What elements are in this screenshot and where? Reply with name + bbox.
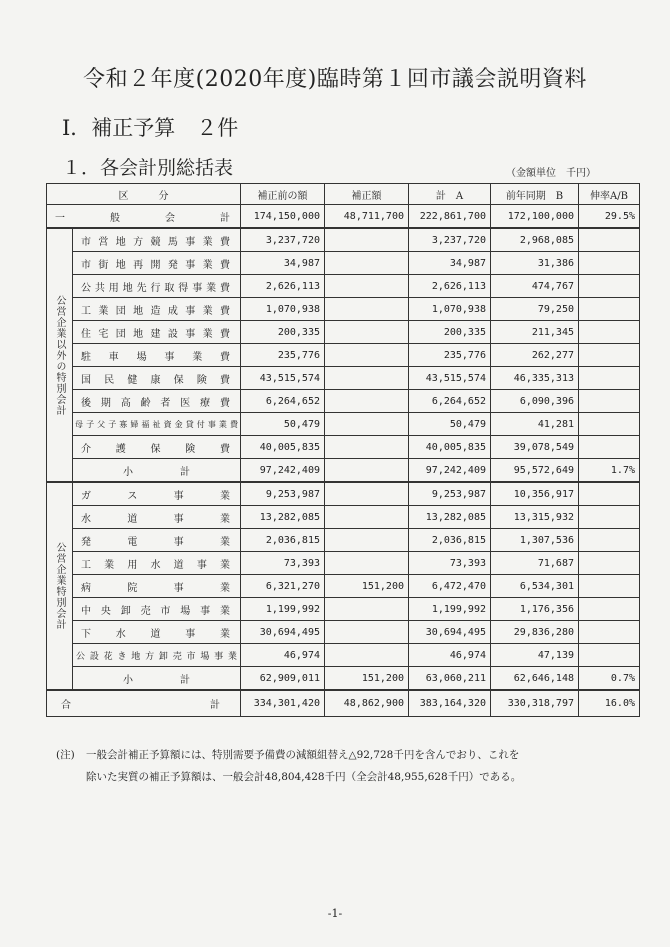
cell-total: 13,282,085 (409, 506, 491, 529)
section-heading: Ⅰ．補正予算 ２件 (62, 116, 239, 140)
general-account-row (47, 205, 640, 229)
cell-before: 200,335 (241, 321, 325, 344)
cell-total: 2,036,815 (409, 529, 491, 552)
cell-growth (579, 298, 640, 321)
cell-before: 9,253,987 (241, 482, 325, 506)
cell-growth (579, 390, 640, 413)
cell-growth (579, 367, 640, 390)
row-name: 合 計 (47, 690, 241, 717)
cell-prev: 41,281 (491, 413, 579, 436)
cell-total: 97,242,409 (409, 459, 491, 483)
row-name: 市街地再開発事業費 (73, 252, 241, 275)
group-label-enterprise: 公営企業特別会計 (47, 482, 73, 690)
table-row (47, 252, 640, 275)
cell-total: 46,974 (409, 644, 491, 667)
cell-amount (325, 459, 409, 483)
row-name: 住宅団地建設事業費 (73, 321, 241, 344)
cell-before: 30,694,495 (241, 621, 325, 644)
cell-prev: 47,139 (491, 644, 579, 667)
cell-before: 97,242,409 (241, 459, 325, 483)
cell-prev: 2,968,085 (491, 228, 579, 252)
cell-before: 73,393 (241, 552, 325, 575)
cell-growth (579, 552, 640, 575)
unit-note: （金額単位 千円） (506, 168, 596, 179)
cell-growth: 0.7% (579, 667, 640, 691)
row-name: 病院事業 (73, 575, 241, 598)
cell-amount (325, 621, 409, 644)
cell-before: 2,036,815 (241, 529, 325, 552)
row-name: 後期高齢者医療費 (73, 390, 241, 413)
cell-amount (325, 413, 409, 436)
row-name: 小 計 (73, 667, 241, 691)
cell-amount: 151,200 (325, 667, 409, 691)
cell-total: 235,776 (409, 344, 491, 367)
subtotal-row (47, 667, 640, 691)
cell-growth (579, 413, 640, 436)
cell-prev: 31,386 (491, 252, 579, 275)
subheading: １．各会計別総括表 (62, 157, 234, 179)
cell-growth (579, 321, 640, 344)
cell-prev: 1,176,356 (491, 598, 579, 621)
cell-prev: 46,335,313 (491, 367, 579, 390)
cell-amount (325, 321, 409, 344)
table-row (47, 321, 640, 344)
cell-growth (579, 575, 640, 598)
header-amount: 補正額 (325, 184, 409, 205)
cell-amount (325, 552, 409, 575)
group-label-non-enterprise: 公営企業以外の特別会計 (47, 228, 73, 482)
cell-growth (579, 529, 640, 552)
row-name: 工業団地造成事業費 (73, 298, 241, 321)
cell-amount (325, 482, 409, 506)
cell-prev: 474,767 (491, 275, 579, 298)
header-total: 計 A (409, 184, 491, 205)
cell-prev: 10,356,917 (491, 482, 579, 506)
row-name: 一 般 会 計 (47, 205, 241, 229)
cell-prev: 211,345 (491, 321, 579, 344)
cell-total: 6,472,470 (409, 575, 491, 598)
table-row (47, 367, 640, 390)
row-name: 国民健康保険費 (73, 367, 241, 390)
table-row (47, 621, 640, 644)
cell-growth (579, 344, 640, 367)
cell-amount (325, 598, 409, 621)
cell-total: 9,253,987 (409, 482, 491, 506)
cell-before: 1,199,992 (241, 598, 325, 621)
table-row (47, 575, 640, 598)
cell-before: 1,070,938 (241, 298, 325, 321)
cell-amount (325, 390, 409, 413)
cell-total: 222,861,700 (409, 205, 491, 229)
cell-before: 6,264,652 (241, 390, 325, 413)
footnote-line-1: 一般会計補正予算額には、特別需要予備費の減額組替え△92,728千円を含んでおり、これを (86, 749, 520, 761)
cell-amount (325, 252, 409, 275)
table-row (47, 552, 640, 575)
cell-total: 1,199,992 (409, 598, 491, 621)
cell-prev: 172,100,000 (491, 205, 579, 229)
cell-prev: 62,646,148 (491, 667, 579, 691)
cell-prev: 39,078,549 (491, 436, 579, 459)
table-row (47, 413, 640, 436)
cell-growth (579, 482, 640, 506)
row-name: ガス事業 (73, 482, 241, 506)
cell-growth (579, 506, 640, 529)
cell-amount (325, 644, 409, 667)
cell-before: 6,321,270 (241, 575, 325, 598)
subtotal-row (47, 459, 640, 483)
row-name: 中央卸売市場事業 (73, 598, 241, 621)
cell-total: 3,237,720 (409, 228, 491, 252)
cell-before: 174,150,000 (241, 205, 325, 229)
cell-amount: 48,711,700 (325, 205, 409, 229)
row-name: 母子父子寡婦福祉資金貸付事業費 (73, 413, 241, 436)
cell-total: 6,264,652 (409, 390, 491, 413)
table-row (47, 275, 640, 298)
cell-prev: 330,318,797 (491, 690, 579, 717)
cell-growth: 16.0% (579, 690, 640, 717)
table-row (47, 482, 640, 506)
cell-amount (325, 228, 409, 252)
cell-total: 73,393 (409, 552, 491, 575)
row-name: 小 計 (73, 459, 241, 483)
cell-growth: 1.7% (579, 459, 640, 483)
cell-prev: 71,687 (491, 552, 579, 575)
cell-growth (579, 598, 640, 621)
header-growth: 伸率A/B (579, 184, 640, 205)
cell-total: 40,005,835 (409, 436, 491, 459)
row-name: 工業用水道事業 (73, 552, 241, 575)
cell-before: 3,237,720 (241, 228, 325, 252)
table-row (47, 436, 640, 459)
header-row (47, 184, 640, 205)
cell-before: 46,974 (241, 644, 325, 667)
cell-before: 43,515,574 (241, 367, 325, 390)
cell-prev: 6,534,301 (491, 575, 579, 598)
cell-before: 50,479 (241, 413, 325, 436)
cell-prev: 6,090,396 (491, 390, 579, 413)
header-prev: 前年同期 B (491, 184, 579, 205)
cell-growth (579, 436, 640, 459)
cell-growth (579, 252, 640, 275)
row-name: 発電事業 (73, 529, 241, 552)
footnote-line-2: 除いた実質の補正予算額は、一般会計48,804,428千円（全会計48,955,628千円）である。 (86, 771, 522, 783)
cell-total: 200,335 (409, 321, 491, 344)
row-name: 介護保険費 (73, 436, 241, 459)
table-row (47, 390, 640, 413)
cell-growth (579, 228, 640, 252)
row-name: 駐車場事業費 (73, 344, 241, 367)
cell-amount (325, 275, 409, 298)
cell-total: 34,987 (409, 252, 491, 275)
cell-before: 40,005,835 (241, 436, 325, 459)
cell-amount (325, 298, 409, 321)
cell-total: 50,479 (409, 413, 491, 436)
cell-amount (325, 436, 409, 459)
cell-total: 63,060,211 (409, 667, 491, 691)
header-before: 補正前の額 (241, 184, 325, 205)
cell-before: 34,987 (241, 252, 325, 275)
cell-prev: 95,572,649 (491, 459, 579, 483)
row-name: 公設花き地方卸売市場事業 (73, 644, 241, 667)
cell-growth: 29.5% (579, 205, 640, 229)
row-name: 下水道事業 (73, 621, 241, 644)
cell-total: 1,070,938 (409, 298, 491, 321)
table-row (47, 598, 640, 621)
footnote (56, 744, 626, 788)
cell-total: 383,164,320 (409, 690, 491, 717)
budget-summary-table (46, 183, 640, 717)
table-row (47, 344, 640, 367)
cell-prev: 29,836,280 (491, 621, 579, 644)
table-row (47, 506, 640, 529)
row-name: 公共用地先行取得事業費 (73, 275, 241, 298)
cell-total: 30,694,495 (409, 621, 491, 644)
cell-amount (325, 506, 409, 529)
row-name: 水道事業 (73, 506, 241, 529)
cell-total: 43,515,574 (409, 367, 491, 390)
table-row (47, 228, 640, 252)
table-row (47, 529, 640, 552)
cell-growth (579, 644, 640, 667)
table-row (47, 298, 640, 321)
grand-total-row (47, 690, 640, 717)
cell-prev: 13,315,932 (491, 506, 579, 529)
cell-amount (325, 367, 409, 390)
cell-amount: 48,862,900 (325, 690, 409, 717)
cell-total: 2,626,113 (409, 275, 491, 298)
cell-amount: 151,200 (325, 575, 409, 598)
footnote-mark: (注) (56, 749, 75, 761)
page-number: -1- (327, 907, 343, 920)
row-name: 市営地方競馬事業費 (73, 228, 241, 252)
cell-prev: 79,250 (491, 298, 579, 321)
cell-prev: 1,307,536 (491, 529, 579, 552)
cell-before: 62,909,011 (241, 667, 325, 691)
header-category: 区 分 (47, 184, 241, 205)
table-row (47, 644, 640, 667)
cell-growth (579, 621, 640, 644)
cell-before: 334,301,420 (241, 690, 325, 717)
cell-amount (325, 344, 409, 367)
cell-before: 235,776 (241, 344, 325, 367)
cell-prev: 262,277 (491, 344, 579, 367)
cell-before: 2,626,113 (241, 275, 325, 298)
cell-before: 13,282,085 (241, 506, 325, 529)
page-title: 令和２年度(2020年度)臨時第１回市議会説明資料 (83, 67, 587, 92)
cell-amount (325, 529, 409, 552)
cell-growth (579, 275, 640, 298)
